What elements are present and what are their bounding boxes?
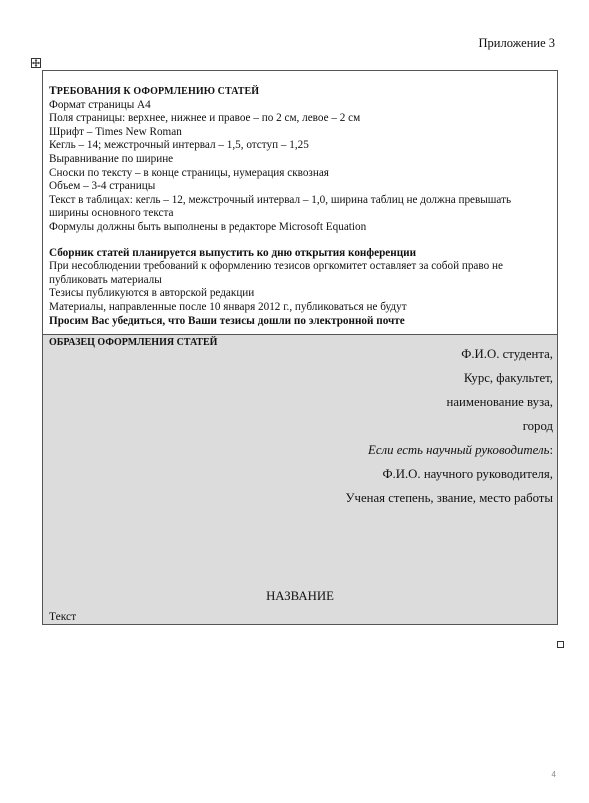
- sample-title: НАЗВАНИЕ: [266, 589, 334, 604]
- sample-supervisor: Ф.И.О. научного руководителя,: [382, 467, 553, 482]
- req-line-formulas: Формулы должны быть выполнены в редакторе Microsoft Equation: [49, 220, 367, 233]
- table-resize-handle[interactable]: [557, 641, 564, 648]
- page-number: 4: [551, 770, 556, 779]
- sample-course: Курс, факультет,: [463, 371, 553, 386]
- req-line-volume: Объем – 3-4 страницы: [49, 180, 156, 193]
- sample-supervisor-prompt: [368, 443, 553, 458]
- req-line-font: [49, 126, 553, 140]
- sample-cell[interactable]: [43, 335, 558, 625]
- req-line-font-text: Шрифт – Times New Roman: [49, 125, 182, 138]
- req-line-footnotes: Сноски по тексту – в конце страницы, нумерация сквозная: [49, 166, 329, 179]
- supervisor-prompt-text: Если есть научный руководитель: [368, 443, 550, 458]
- sample-degree: Ученая степень, звание, место работы: [345, 491, 553, 506]
- req-line-tables: Текст в таблицах: кегль – 12, межстрочный интервал – 1,0, ширина таблиц не должна превышать ширины основного текста: [49, 193, 512, 220]
- req-line-rights: При несоблюдении требований к оформлению тезисов оргкомитет оставляет за собой право не публиковать материалы: [49, 260, 503, 286]
- sample-university: наименование вуза,: [446, 395, 553, 410]
- sample-author: Ф.И.О. студента,: [461, 347, 553, 362]
- req-line-edition: Тезисы публикуются в авторской редакции: [49, 287, 255, 300]
- req-line-format: Формат страницы А4: [49, 98, 151, 111]
- table-move-handle-icon[interactable]: [31, 58, 41, 68]
- req-line-margins: Поля страницы: верхнее, нижнее и правое – по 2 см, левое – 2 см: [49, 112, 361, 125]
- req-line-deadline: Материалы, направленные после 10 января 2012 г., публиковаться не будут: [49, 300, 407, 313]
- requirements-heading: ТРЕБОВАНИЯ К ОФОРМЛЕНИЮ СТАТЕЙ: [49, 85, 260, 97]
- sample-heading: ОБРАЗЕЦ ОФОРМЛЕНИЯ СТАТЕЙ: [49, 337, 218, 349]
- supervisor-prompt-colon: :: [549, 443, 553, 458]
- sample-city: город: [522, 419, 553, 434]
- collection-note: Сборник статей планируется выпустить ко дню открытия конференции: [49, 246, 417, 259]
- email-note: Просим Вас убедиться, что Ваши тезисы дошли по электронной почте: [49, 314, 405, 327]
- sample-text: Текст: [49, 611, 77, 624]
- document-table: [42, 70, 558, 625]
- requirements-cell[interactable]: [43, 71, 558, 335]
- appendix-label: Приложение 3: [478, 36, 555, 50]
- req-line-align: Выравнивание по ширине: [49, 152, 174, 165]
- req-line-size: Кегль – 14; межстрочный интервал – 1,5, отступ – 1,25: [49, 139, 309, 152]
